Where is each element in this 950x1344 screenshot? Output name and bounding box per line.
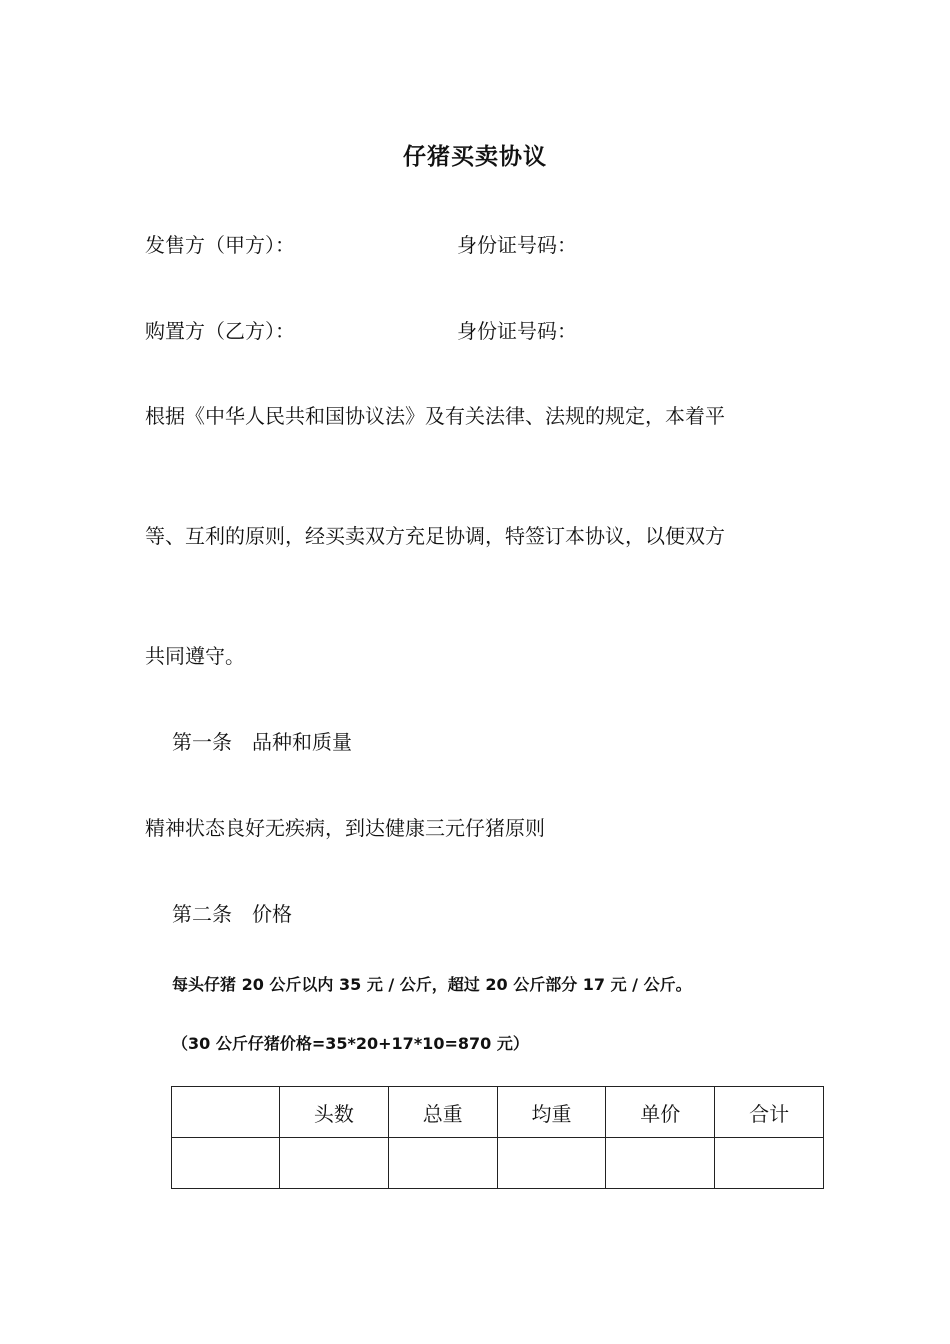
- price-rule-line: 每头仔猪 20 公斤以内 35 元 / 公斤，超过 20 公斤部分 17 元 / 公斤。: [172, 975, 692, 994]
- table-cell: [497, 1138, 606, 1189]
- price-table: [171, 1086, 824, 1189]
- table-cell: [606, 1138, 715, 1189]
- intro-line-2: 等、互利的原则，经买卖双方充足协调，特签订本协议，以便双方: [145, 524, 725, 548]
- seller-label: 发售方（甲方）：: [145, 233, 295, 257]
- price-example-line: （30 公斤仔猪价格=35*20+17*10=870 元）: [172, 1034, 529, 1053]
- table-header-cell: 单价: [606, 1087, 715, 1138]
- seller-id-label: 身份证号码：: [457, 233, 577, 257]
- article2-heading: 第二条 价格: [172, 902, 292, 926]
- table-header-row: [172, 1087, 824, 1138]
- intro-line-1: 根据《中华人民共和国协议法》及有关法律、法规的规定，本着平: [145, 404, 725, 428]
- table-header-cell: 头数: [280, 1087, 389, 1138]
- table-header-cell: 总重: [388, 1087, 497, 1138]
- buyer-id-label: 身份证号码：: [457, 319, 577, 343]
- table-cell: [388, 1138, 497, 1189]
- buyer-label: 购置方（乙方）：: [145, 319, 295, 343]
- document-title: 仔猪买卖协议: [403, 143, 547, 170]
- intro-line-3: 共同遵守。: [145, 644, 245, 668]
- table-header-cell: [172, 1087, 280, 1138]
- table-header-cell: 均重: [497, 1087, 606, 1138]
- table-cell: [280, 1138, 389, 1189]
- table-cell: [172, 1138, 280, 1189]
- table-row: [172, 1138, 824, 1189]
- table-cell: [715, 1138, 824, 1189]
- article1-heading: 第一条 品种和质量: [172, 730, 352, 754]
- article1-body: 精神状态良好无疾病，到达健康三元仔猪原则: [145, 816, 545, 840]
- table-header-cell: 合计: [715, 1087, 824, 1138]
